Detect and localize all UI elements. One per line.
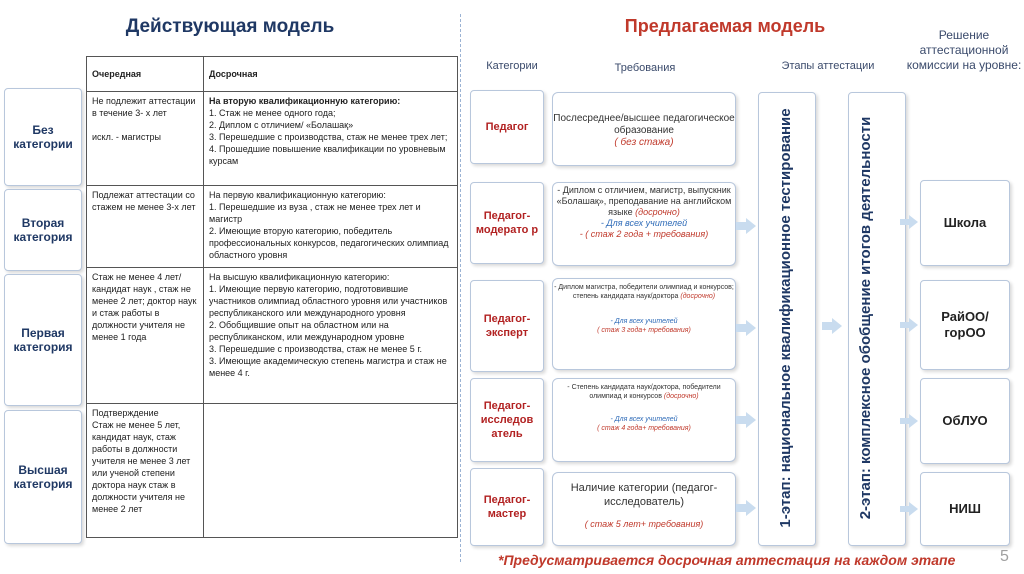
cell-regular: Стаж не менее 4 лет/кандидат наук , стаж не менее 2 лет; доктор наук и стаж работы в должности учителя не менее 1 года: [87, 268, 204, 404]
divider: [460, 14, 461, 562]
current-model-table: [86, 56, 458, 538]
cell-early: На первую квалификационную категорию: 1. Перешедшие из вуза , стаж не менее трех лет и магистр 2. Имеющие вторую категорию, победитель профессиональных конкурсов, педагогических олимпиад областного уровня: [204, 186, 458, 268]
requirement-text: Наличие категории (педагог-исследователь): [570, 482, 718, 508]
requirement-box-2: [552, 278, 736, 370]
arrow-right-icon: [900, 502, 918, 516]
arrow-right-icon: [736, 500, 756, 516]
left-title: Действующая модель: [125, 16, 335, 37]
col-header-regular: Очередная: [87, 57, 204, 92]
category-box-none: [4, 88, 82, 186]
arrow-right-icon: [736, 320, 756, 336]
cell-regular: Не подлежит аттестации в течение 3- х лет искл. - магистры: [87, 92, 204, 186]
requirement-note: - ( стаж 2 года + требования): [579, 229, 709, 239]
arrow-right-icon: [900, 414, 918, 428]
right-title: Предлагаемая модель: [624, 16, 826, 36]
footnote: *Предусматривается досрочная аттестация на каждом этапе: [498, 552, 956, 568]
page-number: 5: [1000, 548, 1009, 565]
requirement-inline-note: (досрочно): [663, 393, 699, 400]
requirement-box-3: [552, 378, 736, 462]
table-row: [87, 268, 458, 404]
category-pedagog: Педагог: [470, 90, 544, 164]
header-stages: Этапы аттестации: [781, 60, 875, 72]
arrow-right-icon: [900, 318, 918, 332]
col-header-early: Досрочная: [204, 57, 458, 92]
category-moderator: Педагог-модерато р: [470, 182, 544, 264]
category-researcher: Педагог-исследов атель: [470, 378, 544, 462]
category-box-highest: [4, 410, 82, 544]
level-district: РайОО/ горОО: [920, 280, 1010, 370]
table-row: [87, 92, 458, 186]
stage1-label: 1-этап: национальное квалификационное тестирование: [777, 108, 794, 528]
requirement-inline-note: (досрочно): [680, 293, 716, 300]
category-label: Первая категория: [13, 326, 73, 354]
requirement-sub: - Для всех учителей: [610, 416, 678, 423]
requirement-text: Послесреднее/высшее педагогическое образование: [553, 113, 735, 136]
header-requirements: Требования: [614, 62, 676, 74]
requirement-box-4: [552, 472, 736, 546]
category-label: Вторая категория: [13, 216, 73, 244]
requirement-note: ( стаж 4 года+ требования): [597, 425, 691, 432]
requirement-text: - Диплом с отличием, магистр, выпускник «Болашақ», преподавание на английском языке: [556, 185, 732, 217]
requirement-note: ( без стажа): [614, 137, 674, 148]
cell-regular: Подтверждение Стаж не менее 5 лет, кандидат наук, стаж работы в должности учителя не менее 3 лет или ученой степени доктора наук стаж в должности учителя не менее 2 лет: [87, 404, 204, 538]
category-box-first: [4, 274, 82, 406]
requirement-note: ( стаж 5 лет+ требования): [584, 519, 704, 529]
category-label: Без категории: [13, 123, 73, 151]
category-box-second: [4, 189, 82, 271]
category-master: Педагог-мастер: [470, 468, 544, 546]
category-label: Высшая категория: [13, 463, 73, 491]
category-expert: Педагог-эксперт: [470, 280, 544, 372]
requirement-inline-note: (досрочно): [635, 207, 680, 217]
arrow-right-icon: [822, 318, 842, 334]
stage2-label: 2-этап: комплексное обобщение итогов деятельности: [857, 116, 874, 520]
header-categories: Категории: [486, 60, 538, 72]
cell-early: [204, 404, 458, 538]
requirement-sub: - Для всех учителей: [610, 318, 678, 325]
level-nis: НИШ: [920, 472, 1010, 546]
cell-early: На вторую квалификационную категорию: 1. Стаж не менее одного года; 2. Диплом с отличием/ «Болашақ» 3. Перешедшие с производства, стаж не менее трех лет; 4. Прошедшие повышение квалификации по уровневым курсам: [204, 92, 458, 186]
level-school: Школа: [920, 180, 1010, 266]
arrow-right-icon: [736, 412, 756, 428]
requirement-box-1: [552, 182, 736, 266]
cell-early: На высшую квалификационную категорию: 1. Имеющие первую категорию, подготовившие участников олимпиад областного уровня или участников республиканского или международного уровня 2. Обобщившие опыт на областном или на республиканском, или международном уровне 3. Перешедшие с производства, стаж не менее 5 г. 3. Имеющие академическую степень магистра и стаж не менее 4 г.: [204, 268, 458, 404]
table-row: [87, 186, 458, 268]
header-decision: Решение аттестационной комиссии на уровне:: [906, 28, 1022, 72]
requirement-text: - Степень кандидата наук/доктора, победители олимпиад и конкурсов: [567, 384, 721, 400]
requirement-box-0: [552, 92, 736, 166]
arrow-right-icon: [900, 215, 918, 229]
requirement-text: - Диплом магистра, победители олимпиад и конкурсов; степень кандидата наук/доктора: [554, 284, 734, 300]
table-row: [87, 404, 458, 538]
arrow-right-icon: [736, 218, 756, 234]
level-region: ОбЛУО: [920, 378, 1010, 464]
cell-regular: Подлежат аттестации со стажем не менее 3-х лет: [87, 186, 204, 268]
requirement-sub: - Для всех учителей: [600, 218, 688, 228]
requirement-note: ( стаж 3 года+ требования): [597, 327, 691, 334]
